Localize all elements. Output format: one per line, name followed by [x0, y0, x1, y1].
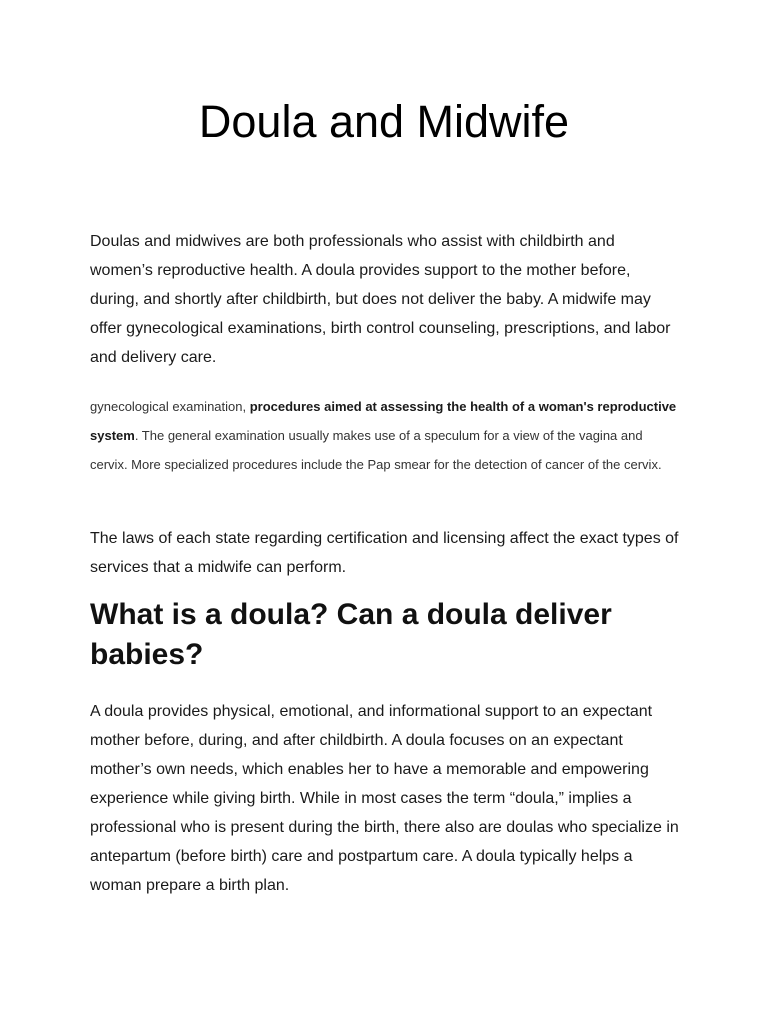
laws-paragraph: The laws of each state regarding certification and licensing affect the exact types of services that a midwife can perform. — [90, 530, 679, 576]
definition-bold: procedures aimed at assessing the health of a woman's reproductive system — [90, 399, 677, 443]
page-title: Doula and Midwife — [198, 96, 570, 147]
section-heading: What is a doula? Can a doula deliver babies? — [90, 598, 612, 671]
definition-rest: . The general examination usually makes use of a speculum for a view of the vagina and cervix. More specialized procedures include the Pap smear for the detection of cancer of the cervix. — [90, 428, 662, 472]
doula-paragraph: A doula provides physical, emotional, and informational support to an expectant mother before, during, and after childbirth. A doula focuses on an expectant mother’s own needs, which enables her to have a memorable and empowering experience while giving birth. While in most cases the term “doula,” implies a professional who is present during the birth, there also are doulas who specialize in antepartum (before birth) care and postpartum care. A doula typically helps a woman prepare a birth plan. — [90, 703, 679, 894]
intro-paragraph: Doulas and midwives are both professionals who assist with childbirth and women’s reproductive health. A doula provides support to the mother before, during, and shortly after childbirth, but does not deliver the baby. A midwife may offer gynecological examinations, birth control counseling, prescriptions, and labor and delivery care. — [90, 233, 671, 366]
definition-paragraph — [90, 392, 680, 479]
definition-term: gynecological examination, — [90, 399, 250, 414]
